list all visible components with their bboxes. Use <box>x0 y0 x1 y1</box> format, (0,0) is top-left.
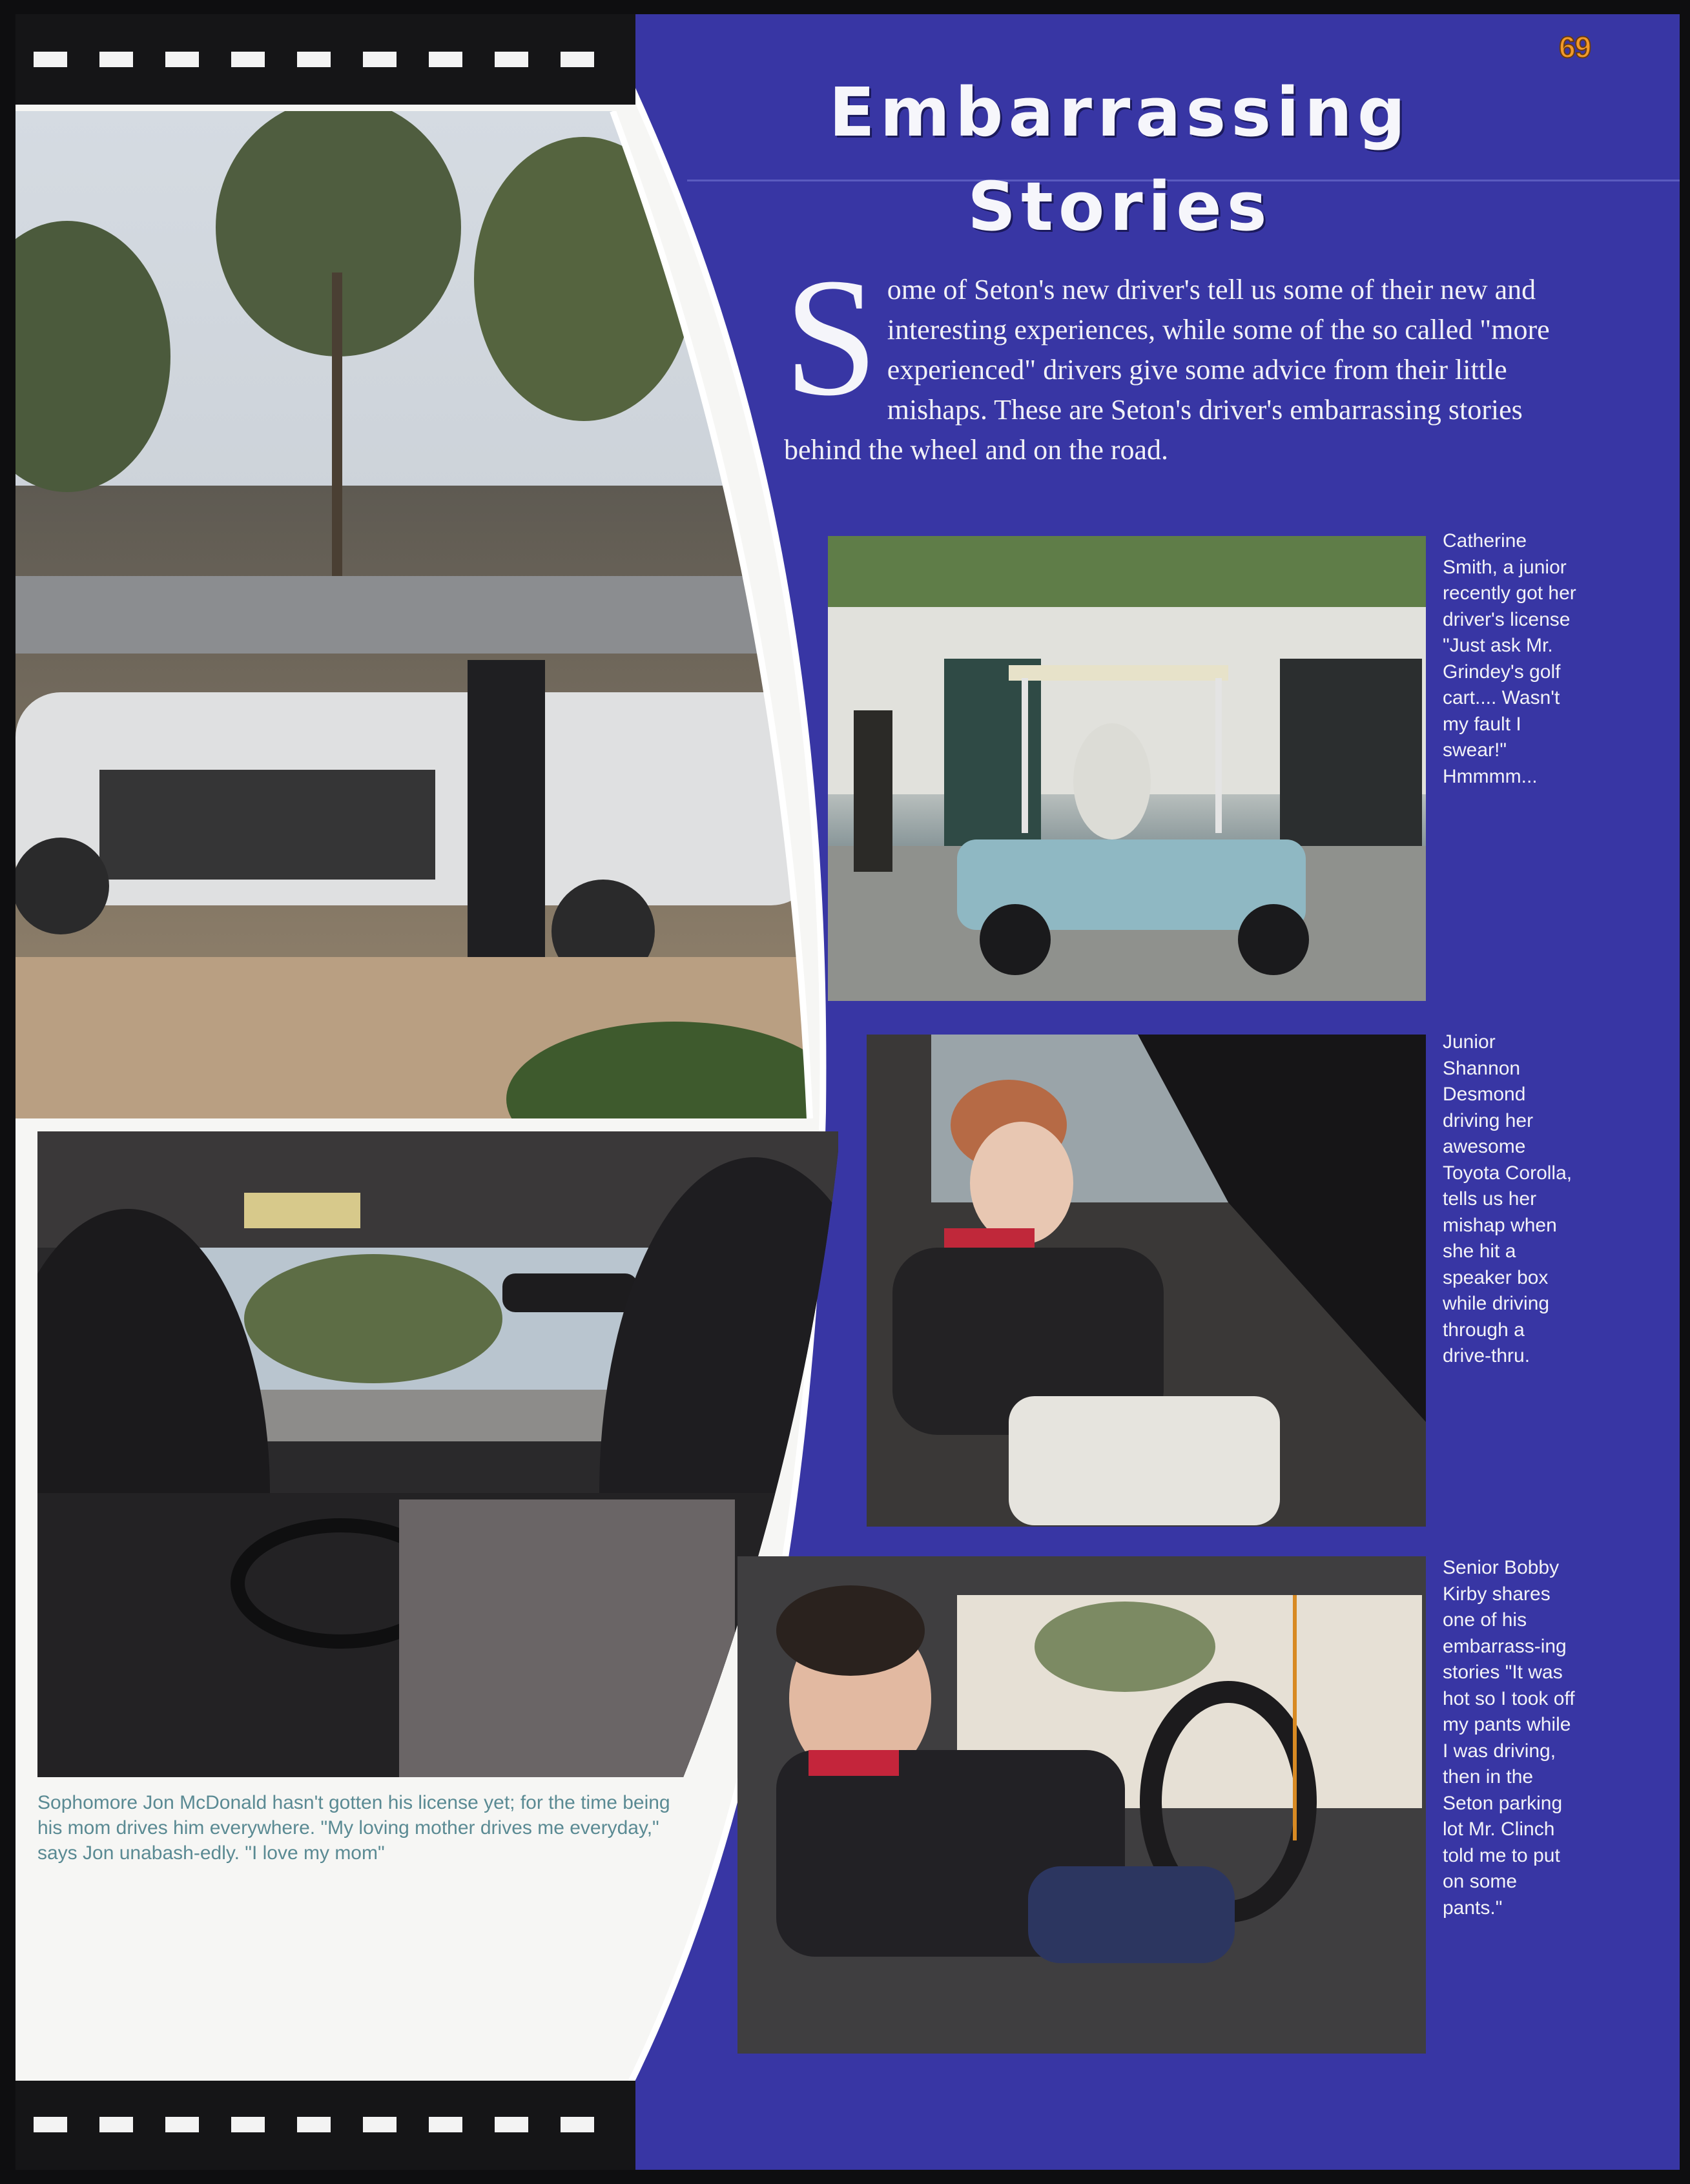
page-title-line2: Stories <box>967 167 1272 246</box>
caption-bobby: Senior Bobby Kirby shares one of his embarrass-ing stories "It was hot so I took off my pants while I was driving, then in the Seton parking lot Mr. Clinch told me to put on some pants." <box>1443 1557 1575 1919</box>
drop-cap: S <box>784 243 878 431</box>
photo-bobby-kirby <box>737 1556 1426 2054</box>
intro-paragraph <box>784 243 1604 470</box>
intro-text: ome of Seton's new driver's tell us some of their new and interesting experiences, while some of the so called "more experienced" drivers give some advice from their little mishaps. These are Seton's driver's embarrassing stories behind the wheel and on the road. <box>784 274 1550 466</box>
photo-shannon-corolla <box>867 1035 1426 1527</box>
photo-jon-in-car <box>37 1131 838 1777</box>
page-number: 69 <box>1559 30 1591 64</box>
caption-catherine: Catherine Smith, a junior recently got her driver's license "Just ask Mr. Grindey's golf cart.... Wasn't my fault I swear!" Hmmmm... <box>1443 530 1576 787</box>
film-strip-bottom <box>15 2081 635 2170</box>
caption-shannon: Junior Shannon Desmond driving her awesome Toyota Corolla, tells us her mishap when she hit a speaker box while driving through a drive-thru. <box>1443 1031 1572 1366</box>
photo-parking-lot <box>15 111 842 1118</box>
photo-golf-cart <box>828 536 1426 1001</box>
yearbook-page <box>15 14 1680 2170</box>
film-strip-top <box>15 14 635 105</box>
page-title-line1: Embarrassing <box>829 73 1411 152</box>
caption-jon: Sophomore Jon McDonald hasn't gotten his license yet; for the time being his mom drives him everywhere. "My loving mother drives me everyday," says Jon unabash-edly. "I love my mom" <box>37 1792 670 1864</box>
